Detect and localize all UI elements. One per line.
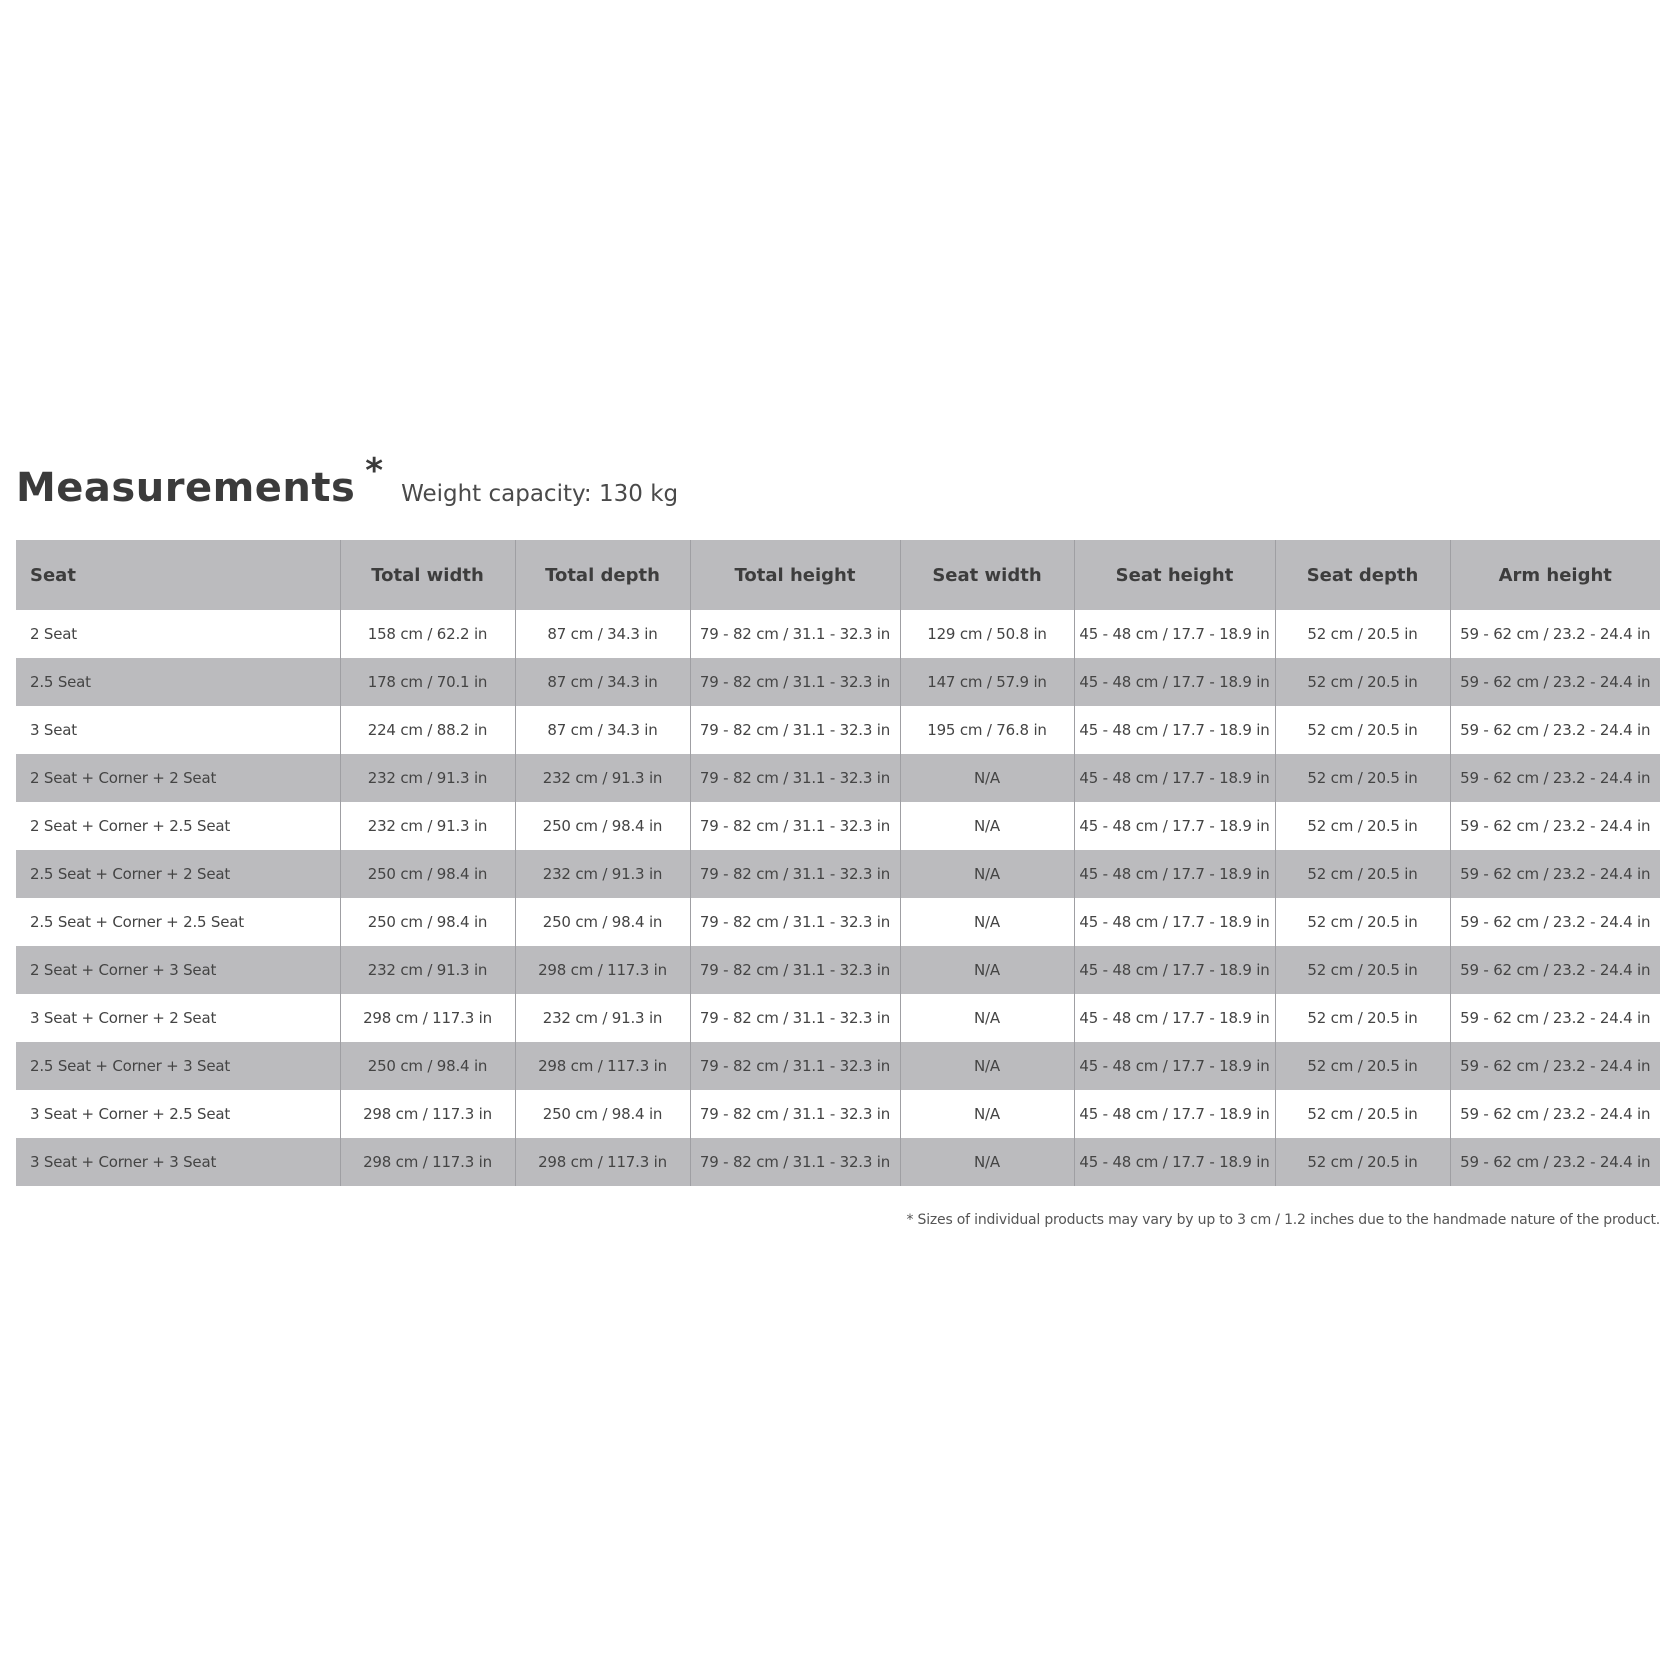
table-cell: 59 - 62 cm / 23.2 - 24.4 in (1450, 1090, 1660, 1138)
table-cell: 232 cm / 91.3 in (340, 754, 515, 802)
table-cell: 59 - 62 cm / 23.2 - 24.4 in (1450, 1042, 1660, 1090)
row-label-cell: 2.5 Seat + Corner + 2 Seat (30, 865, 231, 883)
table-cell: 59 - 62 cm / 23.2 - 24.4 in (1450, 706, 1660, 754)
table-cell: 298 cm / 117.3 in (340, 1090, 515, 1138)
table-cell: 232 cm / 91.3 in (515, 994, 690, 1042)
table-cell: N/A (900, 802, 1074, 850)
table-cell: 298 cm / 117.3 in (515, 946, 690, 994)
table-row (16, 658, 1660, 706)
table-cell: 59 - 62 cm / 23.2 - 24.4 in (1450, 754, 1660, 802)
table-row (16, 994, 1660, 1042)
page-title: Measurements (16, 465, 356, 511)
table-cell: 79 - 82 cm / 31.1 - 32.3 in (690, 754, 900, 802)
table-row (16, 610, 1660, 658)
table-cell: 59 - 62 cm / 23.2 - 24.4 in (1450, 658, 1660, 706)
row-label-cell: 2.5 Seat + Corner + 3 Seat (30, 1057, 231, 1075)
table-cell: 79 - 82 cm / 31.1 - 32.3 in (690, 1138, 900, 1186)
table-cell: 52 cm / 20.5 in (1275, 658, 1450, 706)
table-body (16, 610, 1660, 1186)
table-row (16, 946, 1660, 994)
table-cell: 195 cm / 76.8 in (900, 706, 1074, 754)
table-cell: 59 - 62 cm / 23.2 - 24.4 in (1450, 994, 1660, 1042)
table-cell: 45 - 48 cm / 17.7 - 18.9 in (1074, 706, 1275, 754)
footnote: * Sizes of individual products may vary by up to 3 cm / 1.2 inches due to the handmade nature of the product. (906, 1212, 1660, 1228)
table-cell: 79 - 82 cm / 31.1 - 32.3 in (690, 994, 900, 1042)
table-row (16, 1090, 1660, 1138)
table-cell: 178 cm / 70.1 in (340, 658, 515, 706)
row-label-cell: 2 Seat (30, 625, 77, 643)
row-label-cell: 3 Seat + Corner + 3 Seat (30, 1153, 217, 1171)
table-cell: 52 cm / 20.5 in (1275, 1042, 1450, 1090)
table-cell: 250 cm / 98.4 in (515, 802, 690, 850)
table-cell: N/A (900, 898, 1074, 946)
table-cell: 298 cm / 117.3 in (340, 994, 515, 1042)
measurements-table (16, 540, 1660, 1186)
column-header: Total depth (515, 540, 690, 610)
table-row (16, 850, 1660, 898)
column-header: Total width (340, 540, 515, 610)
table-cell: 59 - 62 cm / 23.2 - 24.4 in (1450, 802, 1660, 850)
table-cell: 52 cm / 20.5 in (1275, 994, 1450, 1042)
table-cell: 79 - 82 cm / 31.1 - 32.3 in (690, 898, 900, 946)
table-cell: 45 - 48 cm / 17.7 - 18.9 in (1074, 610, 1275, 658)
table-cell: 79 - 82 cm / 31.1 - 32.3 in (690, 850, 900, 898)
column-header: Total height (690, 540, 900, 610)
table-cell: 59 - 62 cm / 23.2 - 24.4 in (1450, 946, 1660, 994)
table-cell: 52 cm / 20.5 in (1275, 802, 1450, 850)
table-cell: 52 cm / 20.5 in (1275, 754, 1450, 802)
table-cell: 250 cm / 98.4 in (340, 850, 515, 898)
table-cell: 52 cm / 20.5 in (1275, 1138, 1450, 1186)
table-cell: 158 cm / 62.2 in (340, 610, 515, 658)
table-cell: 250 cm / 98.4 in (340, 1042, 515, 1090)
table-cell: 79 - 82 cm / 31.1 - 32.3 in (690, 658, 900, 706)
column-header: Arm height (1450, 540, 1660, 610)
table-cell: N/A (900, 1138, 1074, 1186)
table-cell: 87 cm / 34.3 in (515, 658, 690, 706)
title-asterisk: * (365, 451, 384, 491)
table-cell: 45 - 48 cm / 17.7 - 18.9 in (1074, 994, 1275, 1042)
table-cell: N/A (900, 754, 1074, 802)
weight-capacity-label: Weight capacity: 130 kg (401, 481, 679, 507)
table-cell: 45 - 48 cm / 17.7 - 18.9 in (1074, 802, 1275, 850)
table-row (16, 1138, 1660, 1186)
row-label-cell: 2 Seat + Corner + 3 Seat (30, 961, 217, 979)
table-cell: 52 cm / 20.5 in (1275, 898, 1450, 946)
table-cell: N/A (900, 946, 1074, 994)
table-cell: 129 cm / 50.8 in (900, 610, 1074, 658)
table-cell: 79 - 82 cm / 31.1 - 32.3 in (690, 1042, 900, 1090)
table-cell: 79 - 82 cm / 31.1 - 32.3 in (690, 946, 900, 994)
table-header-row (16, 540, 1660, 610)
table-cell: 298 cm / 117.3 in (515, 1138, 690, 1186)
table-cell: 250 cm / 98.4 in (515, 1090, 690, 1138)
table-cell: 250 cm / 98.4 in (515, 898, 690, 946)
table-row (16, 754, 1660, 802)
table-cell: 59 - 62 cm / 23.2 - 24.4 in (1450, 610, 1660, 658)
table-cell: 45 - 48 cm / 17.7 - 18.9 in (1074, 1138, 1275, 1186)
table-cell: N/A (900, 1042, 1074, 1090)
column-header: Seat depth (1275, 540, 1450, 610)
table-cell: 79 - 82 cm / 31.1 - 32.3 in (690, 610, 900, 658)
table-cell: 232 cm / 91.3 in (340, 946, 515, 994)
table-cell: 79 - 82 cm / 31.1 - 32.3 in (690, 706, 900, 754)
table-row (16, 802, 1660, 850)
table-cell: 232 cm / 91.3 in (515, 754, 690, 802)
table-cell: 45 - 48 cm / 17.7 - 18.9 in (1074, 1090, 1275, 1138)
table-cell: 45 - 48 cm / 17.7 - 18.9 in (1074, 1042, 1275, 1090)
table-cell: 232 cm / 91.3 in (340, 802, 515, 850)
table-cell: 59 - 62 cm / 23.2 - 24.4 in (1450, 850, 1660, 898)
table-cell: 298 cm / 117.3 in (515, 1042, 690, 1090)
row-label-cell: 3 Seat (30, 721, 77, 739)
table-cell: 87 cm / 34.3 in (515, 610, 690, 658)
table-cell: 45 - 48 cm / 17.7 - 18.9 in (1074, 898, 1275, 946)
measurements-section (16, 452, 1660, 1228)
table-row (16, 898, 1660, 946)
measurements-heading (16, 451, 1660, 511)
table-row (16, 1042, 1660, 1090)
table-cell: 52 cm / 20.5 in (1275, 706, 1450, 754)
table-cell: 45 - 48 cm / 17.7 - 18.9 in (1074, 850, 1275, 898)
table-cell: 224 cm / 88.2 in (340, 706, 515, 754)
row-label-cell: 2.5 Seat (30, 673, 91, 691)
table-cell: 45 - 48 cm / 17.7 - 18.9 in (1074, 754, 1275, 802)
column-header: Seat (30, 564, 76, 586)
table-cell: 52 cm / 20.5 in (1275, 946, 1450, 994)
row-label-cell: 3 Seat + Corner + 2.5 Seat (30, 1105, 231, 1123)
table-cell: N/A (900, 1090, 1074, 1138)
table-cell: 87 cm / 34.3 in (515, 706, 690, 754)
row-label-cell: 2 Seat + Corner + 2.5 Seat (30, 817, 231, 835)
table-cell: 52 cm / 20.5 in (1275, 850, 1450, 898)
table-cell: 298 cm / 117.3 in (340, 1138, 515, 1186)
table-cell: 45 - 48 cm / 17.7 - 18.9 in (1074, 946, 1275, 994)
table-cell: 79 - 82 cm / 31.1 - 32.3 in (690, 802, 900, 850)
table-cell: 250 cm / 98.4 in (340, 898, 515, 946)
row-label-cell: 2 Seat + Corner + 2 Seat (30, 769, 217, 787)
table-header (16, 540, 1660, 610)
table-cell: 52 cm / 20.5 in (1275, 610, 1450, 658)
table-cell: 52 cm / 20.5 in (1275, 1090, 1450, 1138)
table-cell: 147 cm / 57.9 in (900, 658, 1074, 706)
table-cell: N/A (900, 994, 1074, 1042)
table-row (16, 706, 1660, 754)
column-header: Seat width (900, 540, 1074, 610)
table-cell: 59 - 62 cm / 23.2 - 24.4 in (1450, 1138, 1660, 1186)
table-cell: 59 - 62 cm / 23.2 - 24.4 in (1450, 898, 1660, 946)
column-header: Seat height (1074, 540, 1275, 610)
table-cell: 79 - 82 cm / 31.1 - 32.3 in (690, 1090, 900, 1138)
table-cell: 45 - 48 cm / 17.7 - 18.9 in (1074, 658, 1275, 706)
row-label-cell: 2.5 Seat + Corner + 2.5 Seat (30, 913, 244, 931)
table-cell: N/A (900, 850, 1074, 898)
table-cell: 232 cm / 91.3 in (515, 850, 690, 898)
row-label-cell: 3 Seat + Corner + 2 Seat (30, 1009, 217, 1027)
